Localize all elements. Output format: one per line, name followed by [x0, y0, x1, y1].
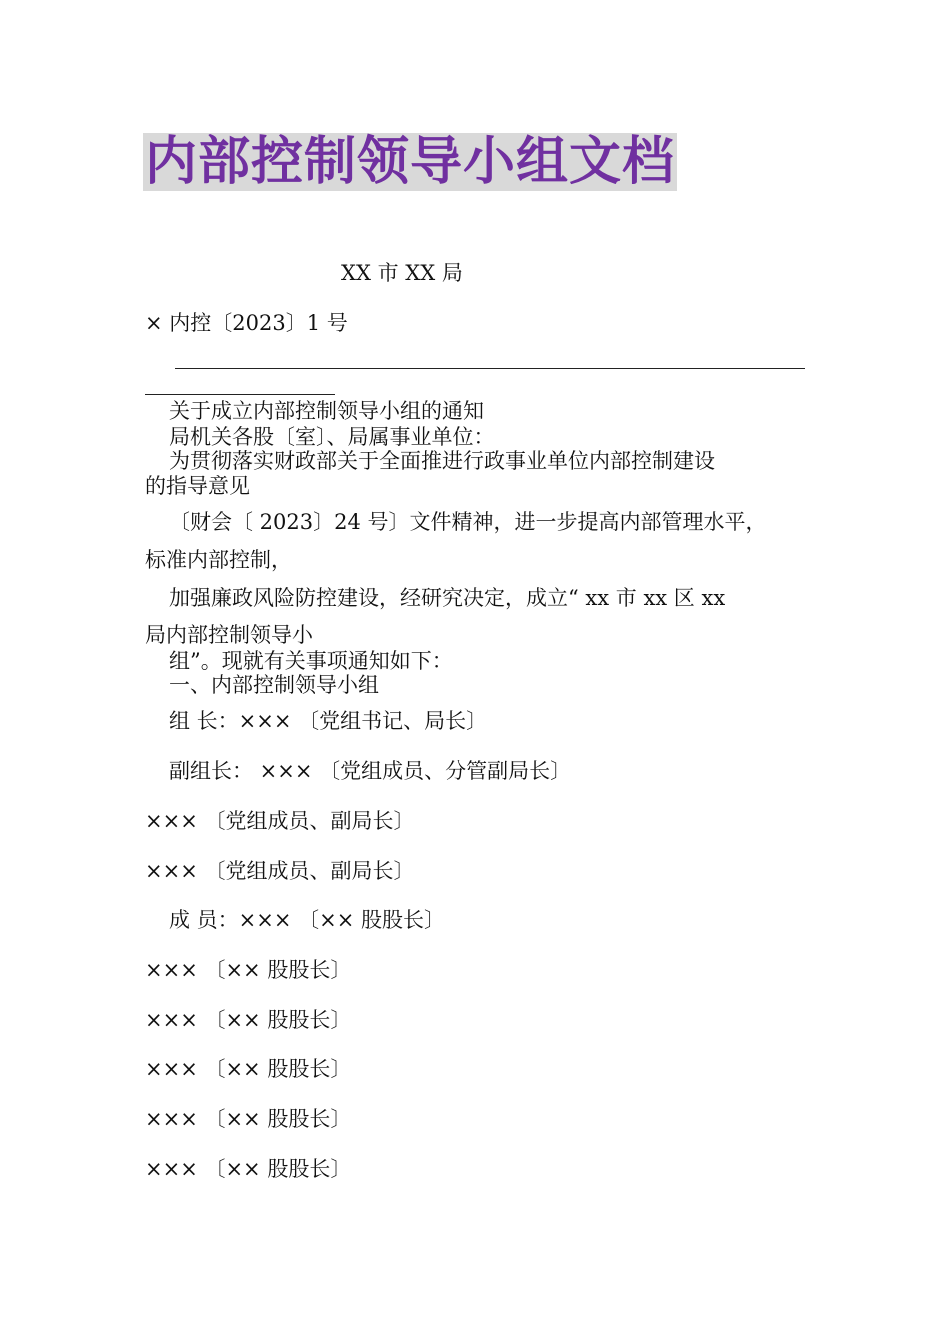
deputy-entry: ××× 〔党组成员、副局长〕	[145, 859, 415, 883]
body-paragraph-line: 〔财会〔 2023〕24 号〕文件精神，进一步提高内部管理水平，	[169, 510, 767, 534]
member-entry: ××× 〔×× 股股长〕	[145, 958, 352, 982]
members-heading-entry: 成 员：××× 〔×× 股股长〕	[169, 908, 446, 932]
body-paragraph-line: 为贯彻落实财政部关于全面推进行政事业单位内部控制建设	[169, 449, 715, 473]
notice-title: 关于成立内部控制领导小组的通知	[169, 399, 484, 423]
member-entry: ××× 〔×× 股股长〕	[145, 1107, 352, 1131]
addressee: 局机关各股〔室〕、局属事业单位：	[169, 425, 495, 449]
section-heading: 一、内部控制领导小组	[169, 673, 379, 697]
member-entry: ××× 〔×× 股股长〕	[145, 1008, 352, 1032]
document-number: × 内控〔2023〕1 号	[145, 311, 348, 335]
deputy-leader-entry: 副组长： ××× 〔党组成员、分管副局长〕	[169, 759, 572, 783]
divider-line-continued	[145, 394, 335, 395]
body-paragraph-line: 的指导意见	[145, 474, 250, 498]
title-highlight	[143, 133, 677, 191]
divider-line	[175, 368, 805, 369]
document-title: 内部控制领导小组文档	[145, 132, 676, 192]
member-entry: ××× 〔×× 股股长〕	[145, 1057, 352, 1081]
body-paragraph-line: 局内部控制领导小	[145, 623, 313, 647]
body-paragraph-line: 加强廉政风险防控建设，经研究决定，成立“ xx 市 xx 区 xx	[169, 586, 726, 610]
body-paragraph-line: 标准内部控制，	[145, 548, 292, 572]
leader-entry: 组 长：××× 〔党组书记、局长〕	[169, 709, 488, 733]
deputy-entry: ××× 〔党组成员、副局长〕	[145, 809, 415, 833]
body-paragraph-line: 组”。现就有关事项通知如下：	[169, 649, 453, 673]
issuer: XX 市 XX 局	[341, 261, 463, 285]
member-entry: ××× 〔×× 股股长〕	[145, 1157, 352, 1181]
